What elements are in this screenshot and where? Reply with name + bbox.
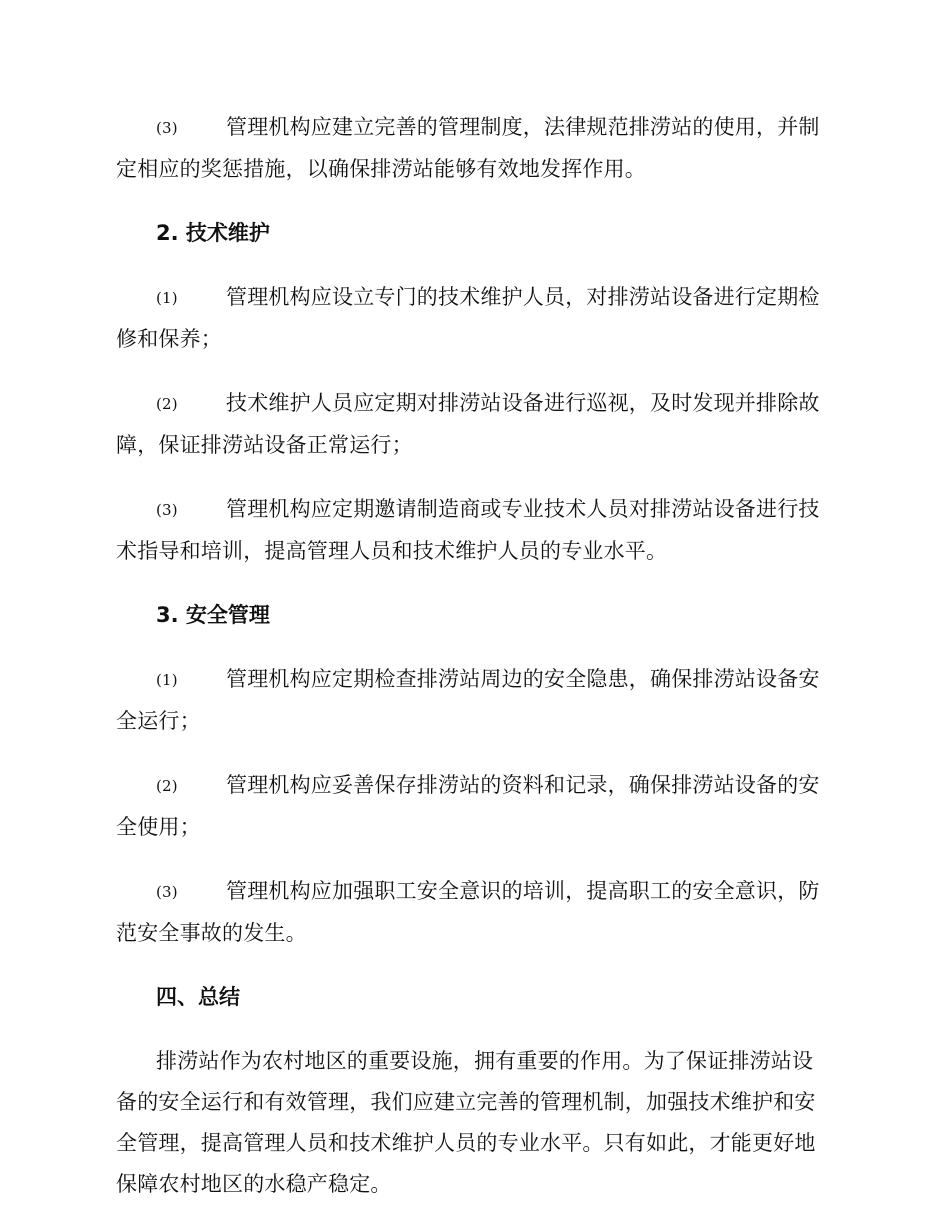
section-heading-tech-maintenance: 2. 技术维护: [156, 221, 270, 245]
item-text: 管理机构应定期邀请制造商或专业技术人员对排涝站设备进行技术指导和培训，提高管理人员和技术维护人员的专业水平。: [116, 497, 820, 563]
item-text: 管理机构应加强职工安全意识的培训，提高职工的安全意识，防范安全事故的发生。: [116, 879, 820, 945]
item-number: (3): [156, 119, 178, 137]
summary-paragraph: 排涝站作为农村地区的重要设施，拥有重要的作用。为了保证排涝站设备的安全运行和有效管理，我们应建立完善的管理机制，加强技术维护和安全管理，提高管理人员和技术维护人员的专业水平。只有如此，才能更好地保障农村地区的水稳产稳定。: [116, 1049, 816, 1196]
list-item: [116, 871, 834, 954]
item-text: 管理机构应设立专门的技术维护人员，对排涝站设备进行定期检修和保养；: [116, 285, 820, 351]
list-item: [116, 277, 834, 360]
item-text: 管理机构应定期检查排涝站周边的安全隐患，确保排涝站设备安全运行；: [116, 667, 820, 733]
item-number: (1): [156, 671, 178, 689]
item-number: (1): [156, 289, 178, 307]
item-number: (2): [156, 395, 178, 413]
list-item: [116, 765, 834, 848]
list-item: [116, 383, 834, 466]
item-text: 管理机构应建立完善的管理制度，法律规范排涝站的使用，并制定相应的奖惩措施，以确保排涝站能够有效地发挥作用。: [116, 115, 820, 181]
item-text: 技术维护人员应定期对排涝站设备进行巡视，及时发现并排除故障，保证排涝站设备正常运行；: [116, 391, 820, 457]
item-number: (2): [156, 777, 178, 795]
document-content: [116, 107, 834, 1205]
item-number: (3): [156, 883, 178, 901]
item-text: 管理机构应妥善保存排涝站的资料和记录，确保排涝站设备的安全使用；: [116, 773, 820, 839]
list-item: [116, 107, 834, 190]
item-number: (3): [156, 501, 178, 519]
list-item: [116, 659, 834, 742]
section-heading-summary: 四、总结: [156, 985, 240, 1009]
section-heading-safety-management: 3. 安全管理: [156, 603, 270, 627]
list-item: [116, 489, 834, 572]
